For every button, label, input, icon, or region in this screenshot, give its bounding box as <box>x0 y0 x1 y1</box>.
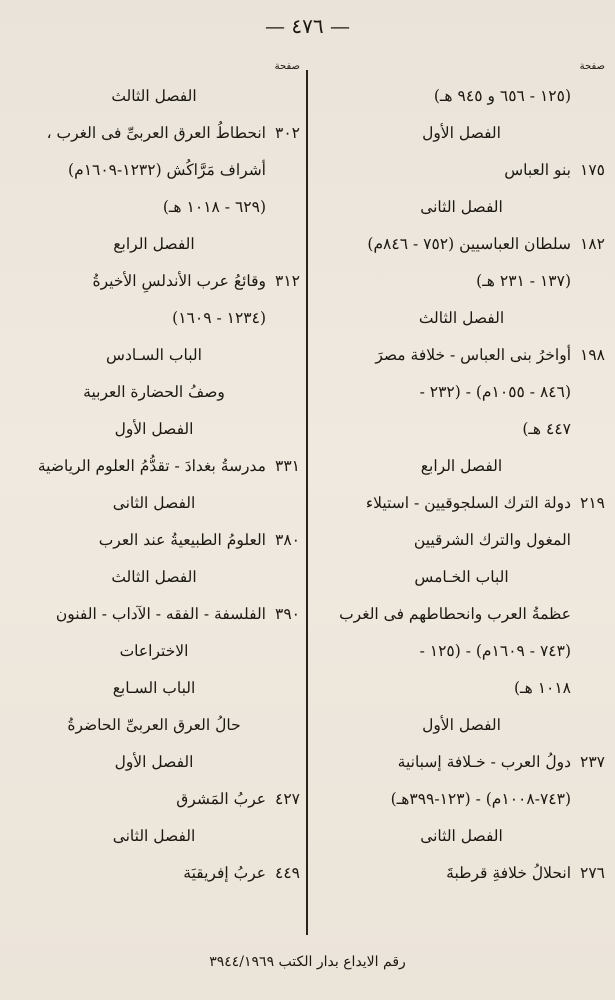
toc-heading <box>318 707 605 744</box>
toc-continuation <box>318 78 605 115</box>
toc-continuation <box>318 411 605 448</box>
toc-page-number: ١٩٨ <box>580 346 605 364</box>
toc-heading <box>8 818 300 855</box>
toc-entry <box>318 855 605 892</box>
toc-heading <box>8 78 300 115</box>
toc-text: الفلسفة - الفقه - الآداب - الفنون <box>55 605 266 623</box>
toc-page-number: ٢٧٦ <box>580 864 605 882</box>
toc-heading <box>318 448 605 485</box>
toc-lines-left <box>8 78 300 892</box>
toc-continuation <box>318 781 605 818</box>
toc-text: ٤٤٧ هـ) <box>522 420 571 438</box>
toc-text: (٨٤٦ - ١٠٥٥م) - (٢٣٢ - <box>419 383 571 401</box>
toc-entry <box>8 263 300 300</box>
toc-text: عربُ المَشرق <box>176 790 266 808</box>
toc-heading <box>8 226 300 263</box>
toc-continuation <box>318 263 605 300</box>
toc-text: الباب السـادس <box>106 346 202 364</box>
toc-heading <box>8 670 300 707</box>
toc-text: انحطاطُ العرق العربىِّ فى الغرب ، <box>46 124 266 142</box>
toc-page-number: ٢١٩ <box>580 494 605 512</box>
toc-entry <box>318 744 605 781</box>
toc-heading <box>318 300 605 337</box>
toc-text: الفصل الرابع <box>420 457 503 475</box>
toc-text: (٧٤٣ - ١٦٠٩م) - (١٢٥ - <box>419 642 571 660</box>
toc-heading <box>318 189 605 226</box>
toc-text: (١٢٣٤ - ١٦٠٩) <box>172 309 266 327</box>
toc-page-number: ٣٠٢ <box>275 124 300 142</box>
toc-continuation <box>318 596 605 633</box>
toc-text: سلطان العباسيين (٧٥٢ - ٨٤٦م) <box>367 235 571 253</box>
page-number: — ٤٧٦ — <box>265 14 350 38</box>
toc-text: انحلالُ خلافةِ قرطبةَ <box>446 864 571 882</box>
toc-continuation <box>8 300 300 337</box>
toc-heading <box>318 559 605 596</box>
toc-lines-right <box>318 78 605 892</box>
toc-text: (٧٤٣-١٠٠٨م) - (١٢٣-٣٩٩هـ) <box>390 790 571 808</box>
toc-text: الباب الخـامس <box>414 568 509 586</box>
toc-continuation <box>318 670 605 707</box>
column-divider <box>306 70 308 935</box>
toc-text: أشراف مَرَّاكُش (١٢٣٢-١٦٠٩م) <box>68 161 266 179</box>
toc-heading <box>8 485 300 522</box>
toc-entry <box>318 337 605 374</box>
toc-text: الفصل الثالث <box>418 309 505 327</box>
toc-text: أواخرُ بنى العباس - خلافة مصرَ <box>375 346 571 364</box>
toc-text: بنو العباس <box>504 161 571 179</box>
toc-heading <box>8 559 300 596</box>
toc-text: عربُ إفريقيَة <box>183 864 266 882</box>
toc-page-number: ١٧٥ <box>580 161 605 179</box>
toc-entry <box>8 855 300 892</box>
toc-text: حالُ العرق العربىِّ الحاضرةُ <box>67 716 241 734</box>
toc-text: دولة الترك السلجوقيين - استيلاء <box>365 494 571 512</box>
toc-entry <box>318 152 605 189</box>
toc-heading <box>8 744 300 781</box>
column-header-page: صفحة <box>579 61 605 72</box>
toc-text: عظمةُ العرب وانحطاطهم فى الغرب <box>339 605 571 623</box>
toc-heading <box>8 633 300 670</box>
column-header-page: صفحة <box>274 61 300 72</box>
toc-continuation <box>8 189 300 226</box>
toc-heading <box>8 411 300 448</box>
toc-continuation <box>318 374 605 411</box>
toc-page-number: ١٨٢ <box>580 235 605 253</box>
toc-text: الفصل الأول <box>114 753 194 771</box>
toc-heading <box>318 818 605 855</box>
toc-text: الفصل الثانى <box>112 494 196 512</box>
toc-entry <box>318 485 605 522</box>
toc-text: الفصل الثالث <box>111 87 197 105</box>
toc-text: الفصل الرابع <box>113 235 195 253</box>
toc-text: الفصل الثانى <box>420 198 503 216</box>
toc-text: (١٢٥ - ٦٥٦ و ٩٤٥ هـ) <box>433 87 571 105</box>
toc-text: الفصل الثانى <box>112 827 196 845</box>
toc-entry <box>8 522 300 559</box>
toc-text: مدرسةُ بغدادَ - تقدُّمُ العلوم الرياضية <box>37 457 266 475</box>
toc-page-number: ٣٣١ <box>275 457 300 475</box>
toc-text: دولُ العرب - خـلافة إسبانية <box>397 753 571 771</box>
toc-page-number: ٢٣٧ <box>580 753 605 771</box>
toc-continuation <box>318 522 605 559</box>
toc-page-number: ٤٤٩ <box>275 864 300 882</box>
toc-text: وقائعُ عرب الأندلسِ الأخيرةُ <box>92 272 266 290</box>
toc-text: (١٣٧ - ٢٣١ هـ) <box>476 272 571 290</box>
toc-text: الفصل الأول <box>422 124 501 142</box>
toc-entry <box>8 596 300 633</box>
toc-page-number: ٣٩٠ <box>275 605 300 623</box>
toc-text: وصفُ الحضارة العربية <box>83 383 225 401</box>
toc-heading <box>8 374 300 411</box>
toc-column-left <box>8 56 300 892</box>
toc-entry <box>8 781 300 818</box>
toc-text: (٦٢٩ - ١٠١٨ هـ) <box>162 198 266 216</box>
toc-entry <box>318 226 605 263</box>
toc-text: الباب السـابع <box>112 679 196 697</box>
toc-text: ١٠١٨ هـ) <box>513 679 571 697</box>
toc-entry <box>8 115 300 152</box>
toc-heading <box>8 707 300 744</box>
toc-text: الفصل الأول <box>114 420 194 438</box>
toc-heading <box>8 337 300 374</box>
toc-page-number: ٣١٢ <box>275 272 300 290</box>
toc-text: الفصل الثالث <box>111 568 197 586</box>
deposit-number-footer: رقم الايداع بدار الكتب ٣٩٤٤/١٩٦٩ <box>209 954 406 970</box>
toc-text: الفصل الثانى <box>420 827 503 845</box>
toc-text: الاختراعات <box>119 642 189 660</box>
toc-continuation <box>318 633 605 670</box>
toc-text: الفصل الأول <box>422 716 501 734</box>
toc-heading <box>318 115 605 152</box>
toc-column-right <box>318 56 605 892</box>
toc-page-number: ٣٨٠ <box>275 531 300 549</box>
toc-text: المغول والترك الشرقيين <box>413 531 571 549</box>
toc-page-number: ٤٢٧ <box>275 790 300 808</box>
toc-entry <box>8 448 300 485</box>
toc-continuation <box>8 152 300 189</box>
toc-text: العلومُ الطبيعيةُ عند العرب <box>98 531 266 549</box>
